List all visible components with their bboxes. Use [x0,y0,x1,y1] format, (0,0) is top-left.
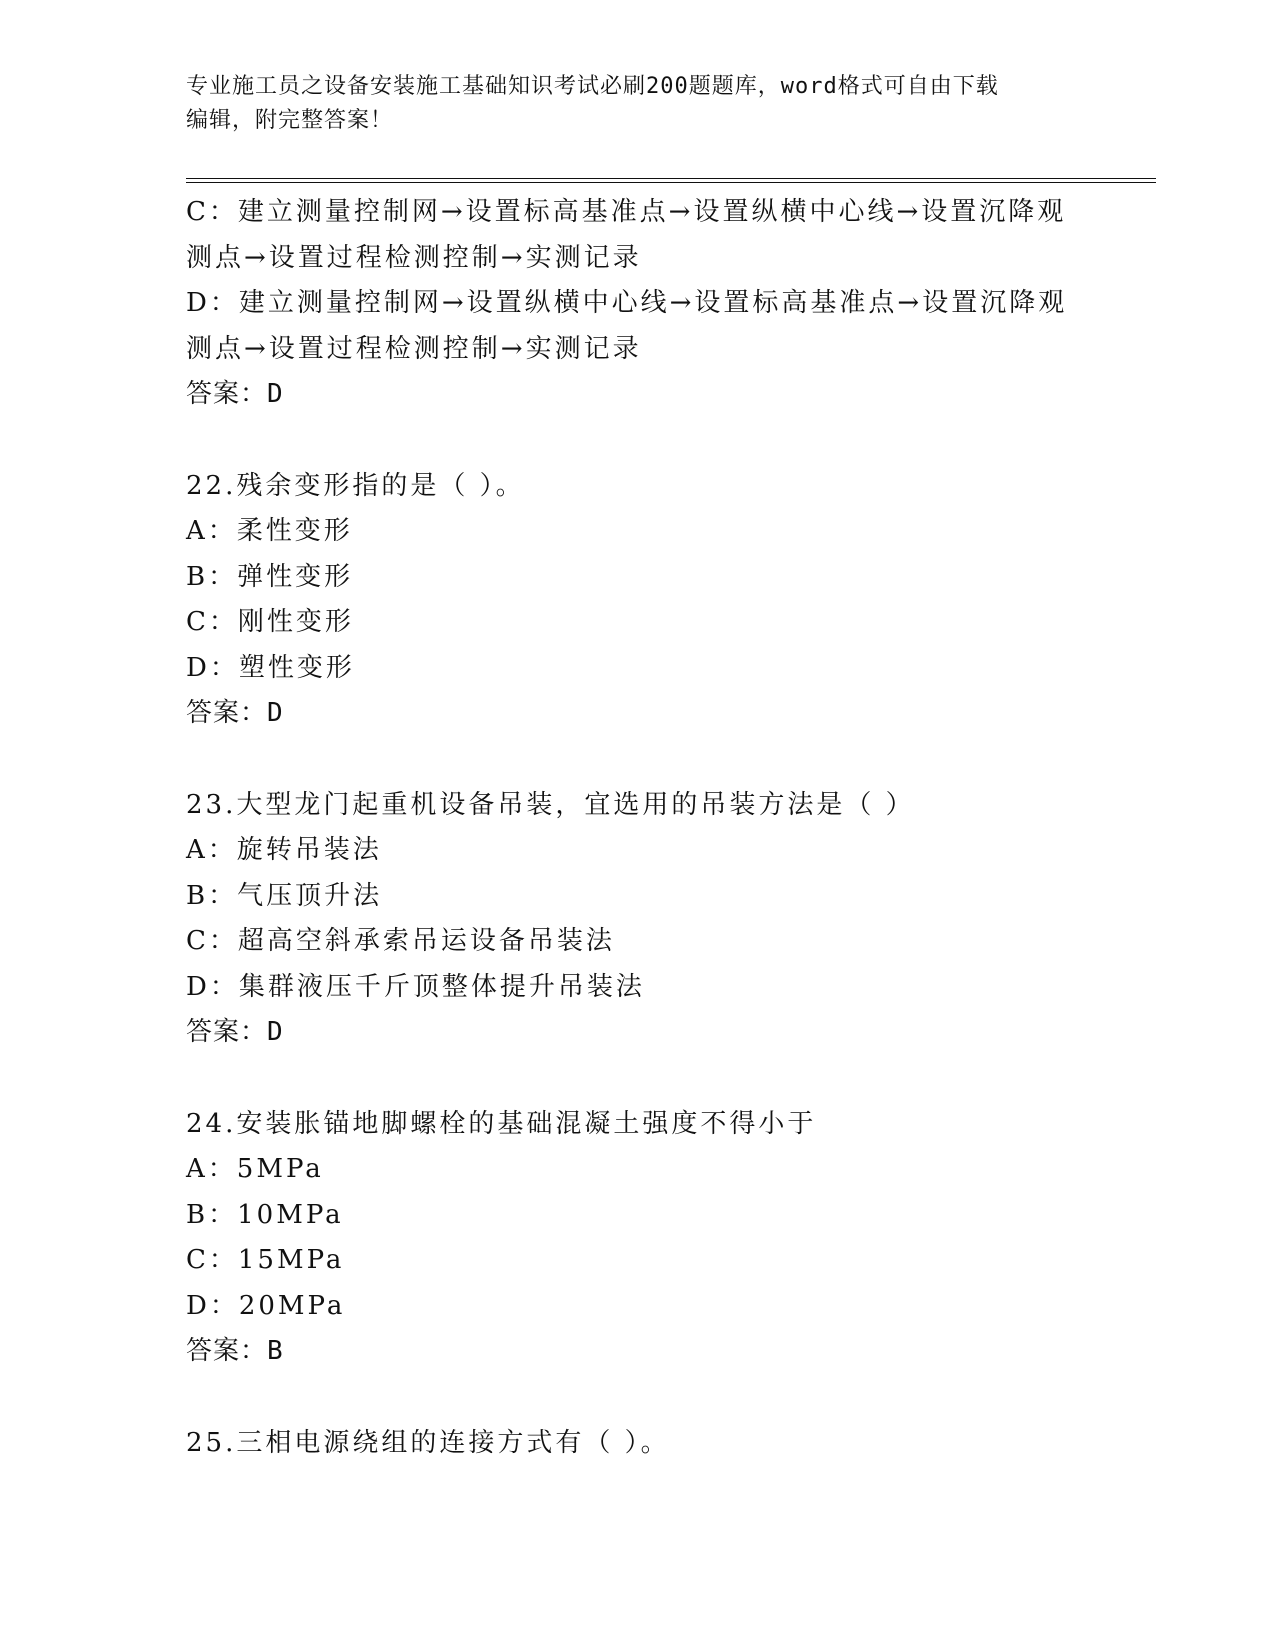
answer-label: 答案： [186,1017,268,1047]
question-23 [186,783,1086,1056]
option-c: C：刚性变形 [186,607,354,637]
answer-line [186,1329,1086,1375]
option-d: D：集群液压千斤顶整体提升吊装法 [186,971,645,1002]
option-b: B：气压顶升法 [186,880,383,911]
answer-line [186,691,1086,737]
answer-label: 答案： [186,1336,268,1366]
option-d-line-1: D：建立测量控制网→设置纵横中心线→设置标高基准点→设置沉降观 [186,288,1068,318]
option-d-line-2: 测点→设置过程检测控制→实测记录 [186,333,642,364]
answer-label: 答案： [186,698,268,728]
question-content [186,190,1086,1466]
question-25 [186,1421,1086,1467]
question-22 [186,464,1086,737]
option-a: A：旋转吊装法 [186,835,382,865]
answer-line [186,372,1086,418]
header-divider-bottom [186,182,1156,183]
option-d: D：20MPa [186,1290,346,1321]
question-21-continued [186,190,1086,418]
option-d: D：塑性变形 [186,652,355,683]
option-c: C：超高空斜承索吊运设备吊装法 [186,926,615,956]
header-divider-top [186,178,1156,179]
option-b: B：10MPa [186,1199,344,1230]
option-c: C：15MPa [186,1245,345,1275]
answer-key: B [267,1336,284,1366]
question-stem: 24.安装胀锚地脚螺栓的基础混凝土强度不得小于 [186,1108,817,1139]
answer-key: D [267,1017,284,1047]
answer-key: D [267,698,284,728]
option-c-line-2: 测点→设置过程检测控制→实测记录 [186,242,642,273]
option-a: A：柔性变形 [186,516,353,546]
option-b: B：弹性变形 [186,561,354,592]
question-stem: 23.大型龙门起重机设备吊装，宜选用的吊装方法是（ ） [186,789,915,820]
option-a: A：5MPa [186,1154,324,1184]
question-24 [186,1102,1086,1375]
header-title-line-2: 编辑，附完整答案！ [186,108,394,133]
answer-key: D [267,379,284,409]
option-c-line-1: C：建立测量控制网→设置标高基准点→设置纵横中心线→设置沉降观 [186,197,1067,227]
question-stem: 22.残余变形指的是（ ）。 [186,470,525,501]
answer-label: 答案： [186,379,268,409]
document-header [186,70,1066,138]
answer-line [186,1010,1086,1056]
header-title-line-1: 专业施工员之设备安装施工基础知识考试必刷200题题库，word格式可自由下载 [186,74,999,99]
question-stem: 25.三相电源绕组的连接方式有（ ）。 [186,1427,670,1458]
